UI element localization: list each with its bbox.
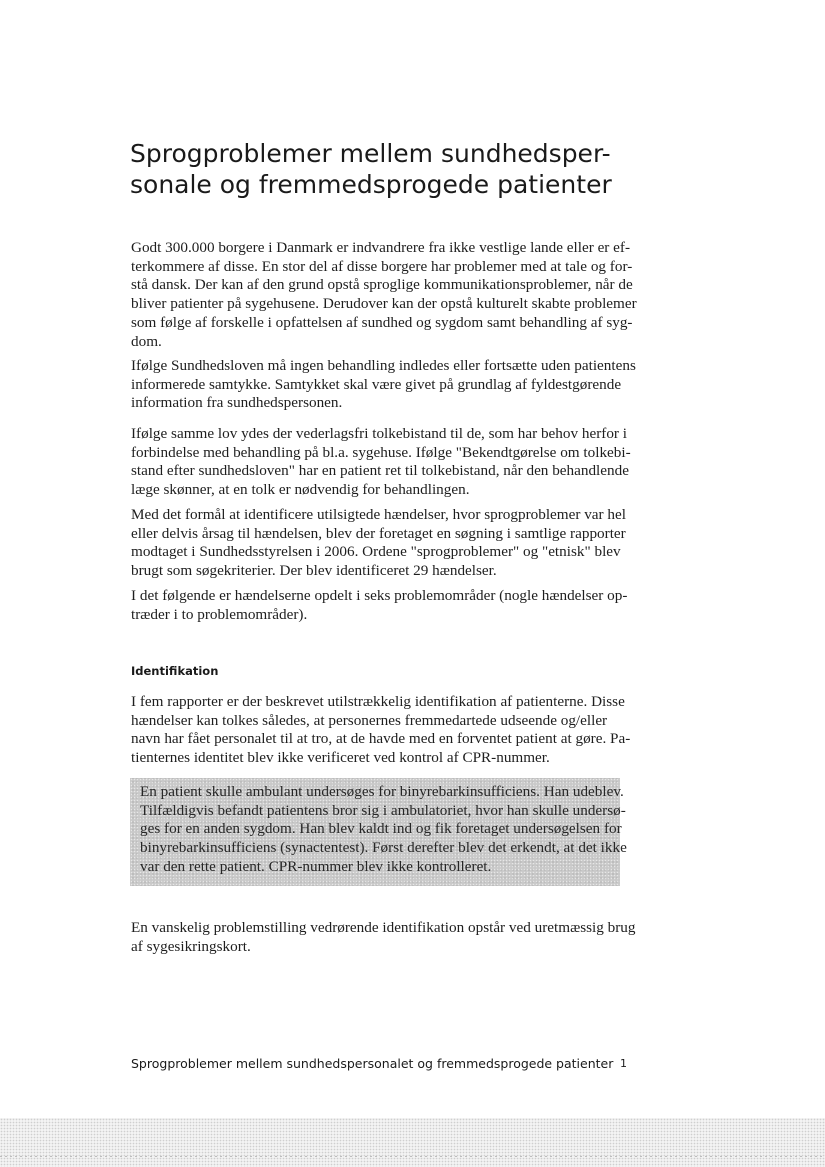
- text-line: En vanskelig problemstilling vedrørende identifikation opstår ved uretmæssig brug: [131, 919, 636, 936]
- text-line: Godt 300.000 borgere i Danmark er indvandrere fra ikke vestlige lande eller er ef-: [131, 239, 631, 256]
- closing-paragraph: [131, 919, 635, 956]
- intro-paragraph: [131, 239, 637, 351]
- case-example-box: [130, 778, 627, 886]
- identification-paragraph: [131, 693, 630, 768]
- text-line: Ifølge samme lov ydes der vederlagsfri tolkebistand til de, som har behov herfor i: [131, 425, 627, 442]
- text-line: information fra sundhedspersonen.: [131, 394, 343, 412]
- scan-artifact-line: [0, 1156, 825, 1157]
- text-line: stå dansk. Der kan af den grund opstå sproglige kommunikationsproblemer, når de: [131, 276, 633, 294]
- text-line: var den rette patient. CPR-nummer blev ikke kontrolleret.: [140, 857, 492, 875]
- text-line: brugt som søgekriterier. Der blev identificeret 29 hændelser.: [131, 562, 497, 580]
- text-line: terkommere af disse. En stor del af disse borgere har problemer med at tale og for-: [131, 257, 633, 275]
- text-line: En patient skulle ambulant undersøges for binyrebarkinsufficiens. Han udeblev.: [140, 783, 624, 800]
- text-line: navn har fået personalet til at tro, at de havde med en forventet patient at gøre. Pa-: [131, 730, 631, 748]
- overview-paragraph: [131, 587, 627, 624]
- page-title: [130, 138, 690, 200]
- text-line: Tilfældigvis befandt patientens bror sig i ambulatoriet, hvor han skulle undersø-: [140, 801, 626, 819]
- text-line: I det følgende er hændelserne opdelt i seks problemområder (nogle hændelser op-: [131, 587, 628, 604]
- text-line: træder i to problemområder).: [131, 605, 308, 623]
- text-line: hændelser kan tolkes således, at personernes fremmedartede udseende og/eller: [131, 711, 608, 729]
- text-line: stand efter sundhedsloven" har en patient ret til tolkebistand, når den behandlende: [131, 462, 629, 480]
- title-line: Sprogproblemer mellem sundhedsper-: [130, 139, 611, 168]
- text-line: binyrebarkinsufficiens (synactentest). Først derefter blev det erkendt, at det ikke: [140, 839, 627, 857]
- text-line: Med det formål at identificere utilsigtede hændelser, hvor sprogproblemer var hel: [131, 506, 626, 523]
- case-example-text: [140, 783, 627, 877]
- text-line: dom.: [131, 332, 162, 350]
- method-paragraph: [131, 506, 626, 581]
- text-line: tienternes identitet blev ikke verificeret ved kontrol af CPR-nummer.: [131, 749, 550, 767]
- section-heading: Identifikation: [131, 664, 219, 678]
- text-line: ges for en anden sygdom. Han blev kaldt ind og fik foretaget undersøgelsen for: [140, 820, 622, 838]
- text-line: informerede samtykke. Samtykket skal være givet på grundlag af fyldestgørende: [131, 375, 622, 393]
- text-line: af sygesikringskort.: [131, 937, 251, 955]
- text-line: Ifølge Sundhedsloven må ingen behandling indledes eller fortsætte uden patientens: [131, 357, 636, 374]
- text-line: læge skønner, at en tolk er nødvendig for behandlingen.: [131, 481, 470, 499]
- consent-paragraph: [131, 357, 636, 413]
- interpreter-paragraph: [131, 425, 631, 500]
- text-line: eller delvis årsag til hændelsen, blev der foretaget en søgning i samtlige rapporter: [131, 524, 626, 542]
- scan-artifact-strip: [0, 1118, 825, 1167]
- title-line: sonale og fremmedsprogede patienter: [130, 170, 612, 199]
- text-line: modtaget i Sundhedsstyrelsen i 2006. Ordene "sprogproblemer" og "etnisk" blev: [131, 543, 621, 561]
- text-line: I fem rapporter er der beskrevet utilstrækkelig identifikation af patienterne. Disse: [131, 693, 625, 710]
- text-line: forbindelse med behandling på bl.a. sygehuse. Ifølge "Bekendtgørelse om tolkebi-: [131, 443, 631, 461]
- footer-title: Sprogproblemer mellem sundhedspersonalet og fremmedsprogede patienter: [131, 1056, 614, 1071]
- text-line: bliver patienter på sygehusene. Derudover kan der opstå kulturelt skabte problemer: [131, 295, 637, 313]
- page-number: 1: [620, 1057, 627, 1070]
- text-line: som følge af forskelle i opfattelsen af sundhed og sygdom samt behandling af syg-: [131, 313, 633, 331]
